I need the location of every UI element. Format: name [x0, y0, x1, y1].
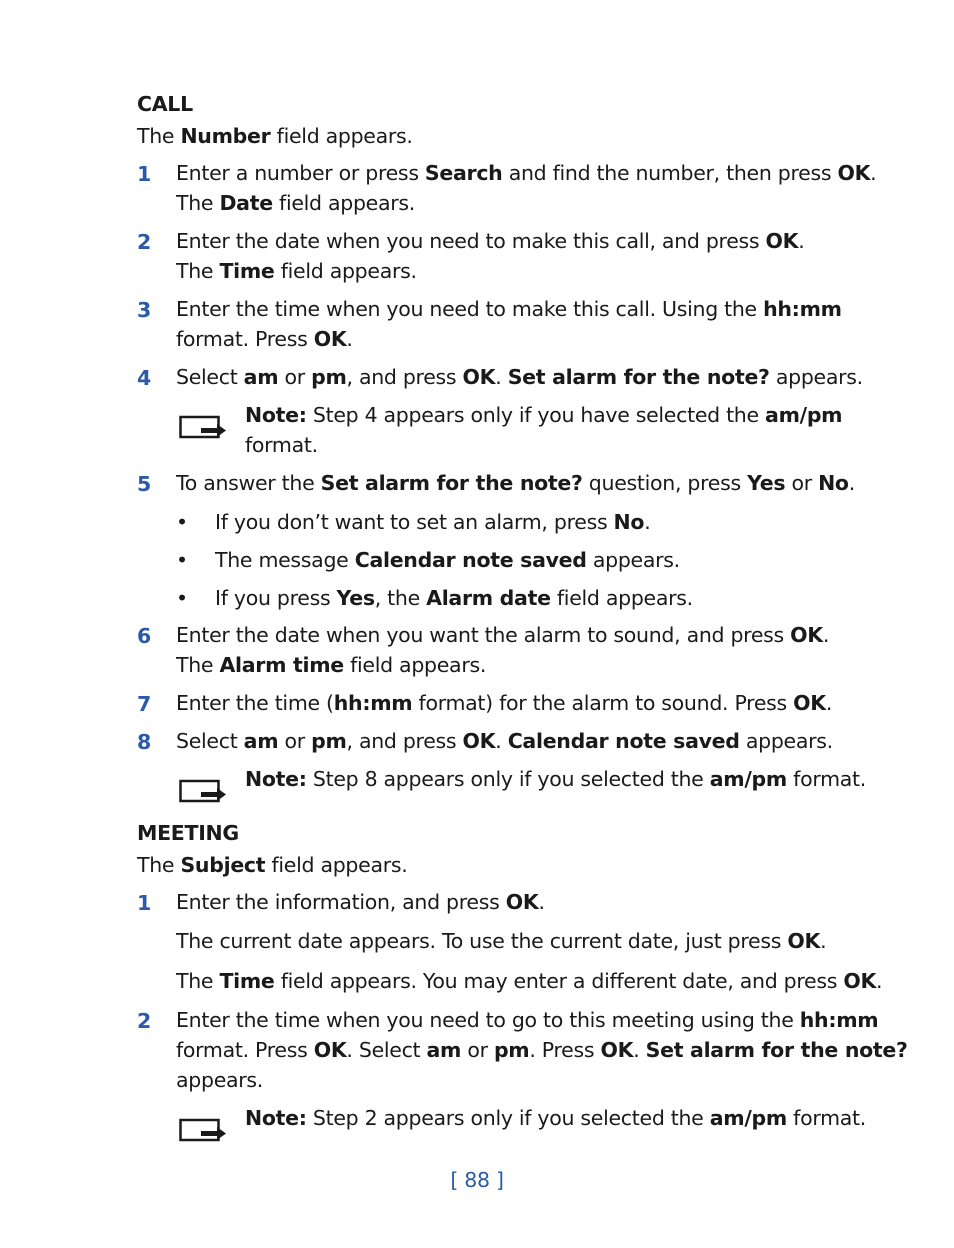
text-line: Enter the date when you want the alarm to sound, and press OK. [176, 623, 830, 647]
text-line: Select am or pm, and press OK. Calendar note saved appears. [176, 729, 833, 753]
call-step-1-text [176, 158, 876, 218]
section-heading-call: CALL [137, 92, 193, 116]
call-step-2-text [176, 226, 804, 286]
text-line: Enter the time (hh:mm format) for the alarm to sound. Press OK. [176, 691, 833, 715]
bullet-item-1: If you don’t want to set an alarm, press No. [215, 510, 651, 534]
text-line: format. [245, 433, 318, 457]
text-line: The Date field appears. [176, 191, 415, 215]
text-line: Enter a number or press Search and find the number, then press OK. [176, 161, 877, 185]
meeting-step-number: 2 [137, 1009, 151, 1033]
text-line: To answer the Set alarm for the note? question, press Yes or No. [176, 471, 855, 495]
note-step-8 [245, 764, 866, 794]
bullet-marker: • [176, 548, 188, 572]
call-step-7-text [176, 688, 832, 718]
text-line: Note: Step 4 appears only if you have selected the am/pm [245, 403, 843, 427]
note-icon [179, 778, 227, 804]
call-step-number: 4 [137, 366, 151, 390]
text-line: Note: Step 2 appears only if you selected the am/pm format. [245, 1106, 866, 1130]
call-step-number: 7 [137, 692, 151, 716]
meeting-para-current-date: The current date appears. To use the current date, just press OK. [176, 929, 827, 953]
meeting-intro: The Subject field appears. [137, 853, 408, 877]
call-step-number: 3 [137, 298, 151, 322]
call-step-3-text [176, 294, 842, 354]
text-line: Enter the information, and press OK. [176, 890, 545, 914]
call-step-number: 8 [137, 730, 151, 754]
call-step-5-text [176, 468, 855, 498]
text-line: format. Press OK. [176, 327, 353, 351]
call-step-6-text [176, 620, 829, 680]
call-step-number: 6 [137, 624, 151, 648]
call-intro: The Number field appears. [137, 124, 413, 148]
text-line: Enter the date when you need to make this call, and press OK. [176, 229, 805, 253]
call-step-number: 1 [137, 162, 151, 186]
note-icon [179, 414, 227, 440]
call-step-number: 2 [137, 230, 151, 254]
text-line: Enter the time when you need to make this call. Using the hh:mm [176, 297, 842, 321]
meeting-step-2-text [176, 1005, 908, 1095]
meeting-step-number: 1 [137, 891, 151, 915]
note-step-4 [245, 400, 842, 460]
text-line: Select am or pm, and press OK. Set alarm for the note? appears. [176, 365, 863, 389]
text-line: Enter the time when you need to go to this meeting using the hh:mm [176, 1008, 879, 1032]
meeting-para-time-field: The Time field appears. You may enter a different date, and press OK. [176, 969, 883, 993]
call-step-4-text [176, 362, 863, 392]
text-line: The Alarm time field appears. [176, 653, 487, 677]
section-heading-meeting: MEETING [137, 821, 239, 845]
meeting-step-1-text [176, 887, 545, 917]
bullet-item-3: If you press Yes, the Alarm date field appears. [215, 586, 693, 610]
text-line: Note: Step 8 appears only if you selected the am/pm format. [245, 767, 866, 791]
bullet-marker: • [176, 510, 188, 534]
bullet-marker: • [176, 586, 188, 610]
text-line: The Time field appears. [176, 259, 417, 283]
call-step-8-text [176, 726, 833, 756]
page-number: [ 88 ] [450, 1168, 504, 1192]
text-line: appears. [176, 1068, 263, 1092]
note-icon [179, 1117, 227, 1143]
bullet-item-2: The message Calendar note saved appears. [215, 548, 680, 572]
note-step-2 [245, 1103, 866, 1133]
call-step-number: 5 [137, 472, 151, 496]
text-line: format. Press OK. Select am or pm. Press OK. Set alarm for the note? [176, 1038, 908, 1062]
